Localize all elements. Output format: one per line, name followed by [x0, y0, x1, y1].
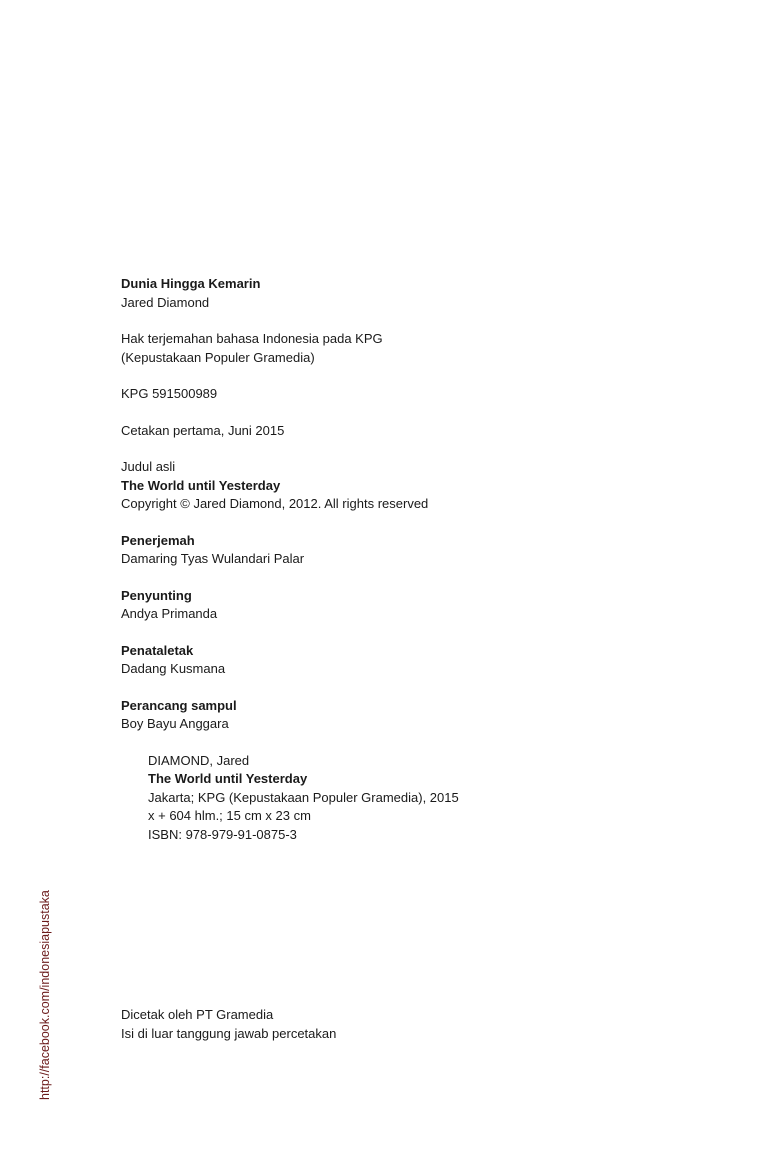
original-label: Judul asli	[121, 459, 176, 474]
cip-publisher: Jakarta; KPG (Kepustakaan Populer Gramedia), 2015	[148, 789, 459, 805]
rights-block	[121, 330, 721, 367]
book-title: Dunia Hingga Kemarin	[121, 276, 261, 291]
credit-role: Penerjemah	[121, 532, 195, 548]
credit-layout	[121, 642, 721, 679]
printer-line-2: Isi di luar tanggung jawab percetakan	[121, 1025, 337, 1041]
credit-role: Penyunting	[121, 587, 192, 603]
credit-name: Boy Bayu Anggara	[121, 716, 229, 731]
edition-block	[121, 422, 721, 441]
side-url-watermark: http://facebook.com/indonesiapustaka	[38, 890, 52, 1100]
credit-editor	[121, 587, 721, 624]
credit-name: Damaring Tyas Wulandari Palar	[121, 551, 305, 566]
credit-translator	[121, 532, 721, 569]
original-title: The World until Yesterday	[121, 477, 281, 493]
cip-author: DIAMOND, Jared	[148, 752, 250, 768]
cip-title: The World until Yesterday	[148, 771, 308, 786]
credit-name: Dadang Kusmana	[121, 661, 226, 676]
kpg-block	[121, 385, 721, 404]
rights-line-1: Hak terjemahan bahasa Indonesia pada KPG	[121, 331, 383, 346]
kpg-number: KPG 591500989	[121, 386, 218, 401]
original-copyright: Copyright © Jared Diamond, 2012. All rights reserved	[121, 496, 429, 511]
credit-role: Perancang sampul	[121, 697, 237, 713]
cip-isbn: ISBN: 978-979-91-0875-3	[148, 826, 297, 842]
book-author: Jared Diamond	[121, 294, 210, 310]
original-block	[121, 458, 721, 514]
rights-line-2: (Kepustakaan Populer Gramedia)	[121, 349, 315, 365]
credit-role: Penataletak	[121, 642, 194, 658]
catalog-in-publication	[121, 752, 721, 845]
credit-name: Andya Primanda	[121, 606, 218, 621]
cip-physical: x + 604 hlm.; 15 cm x 23 cm	[148, 808, 311, 823]
printer-block	[121, 1006, 621, 1043]
credit-cover-designer	[121, 697, 721, 734]
copyright-page	[121, 275, 721, 844]
title-block	[121, 275, 721, 312]
edition-text: Cetakan pertama, Juni 2015	[121, 422, 285, 438]
printer-line-1: Dicetak oleh PT Gramedia	[121, 1007, 274, 1022]
